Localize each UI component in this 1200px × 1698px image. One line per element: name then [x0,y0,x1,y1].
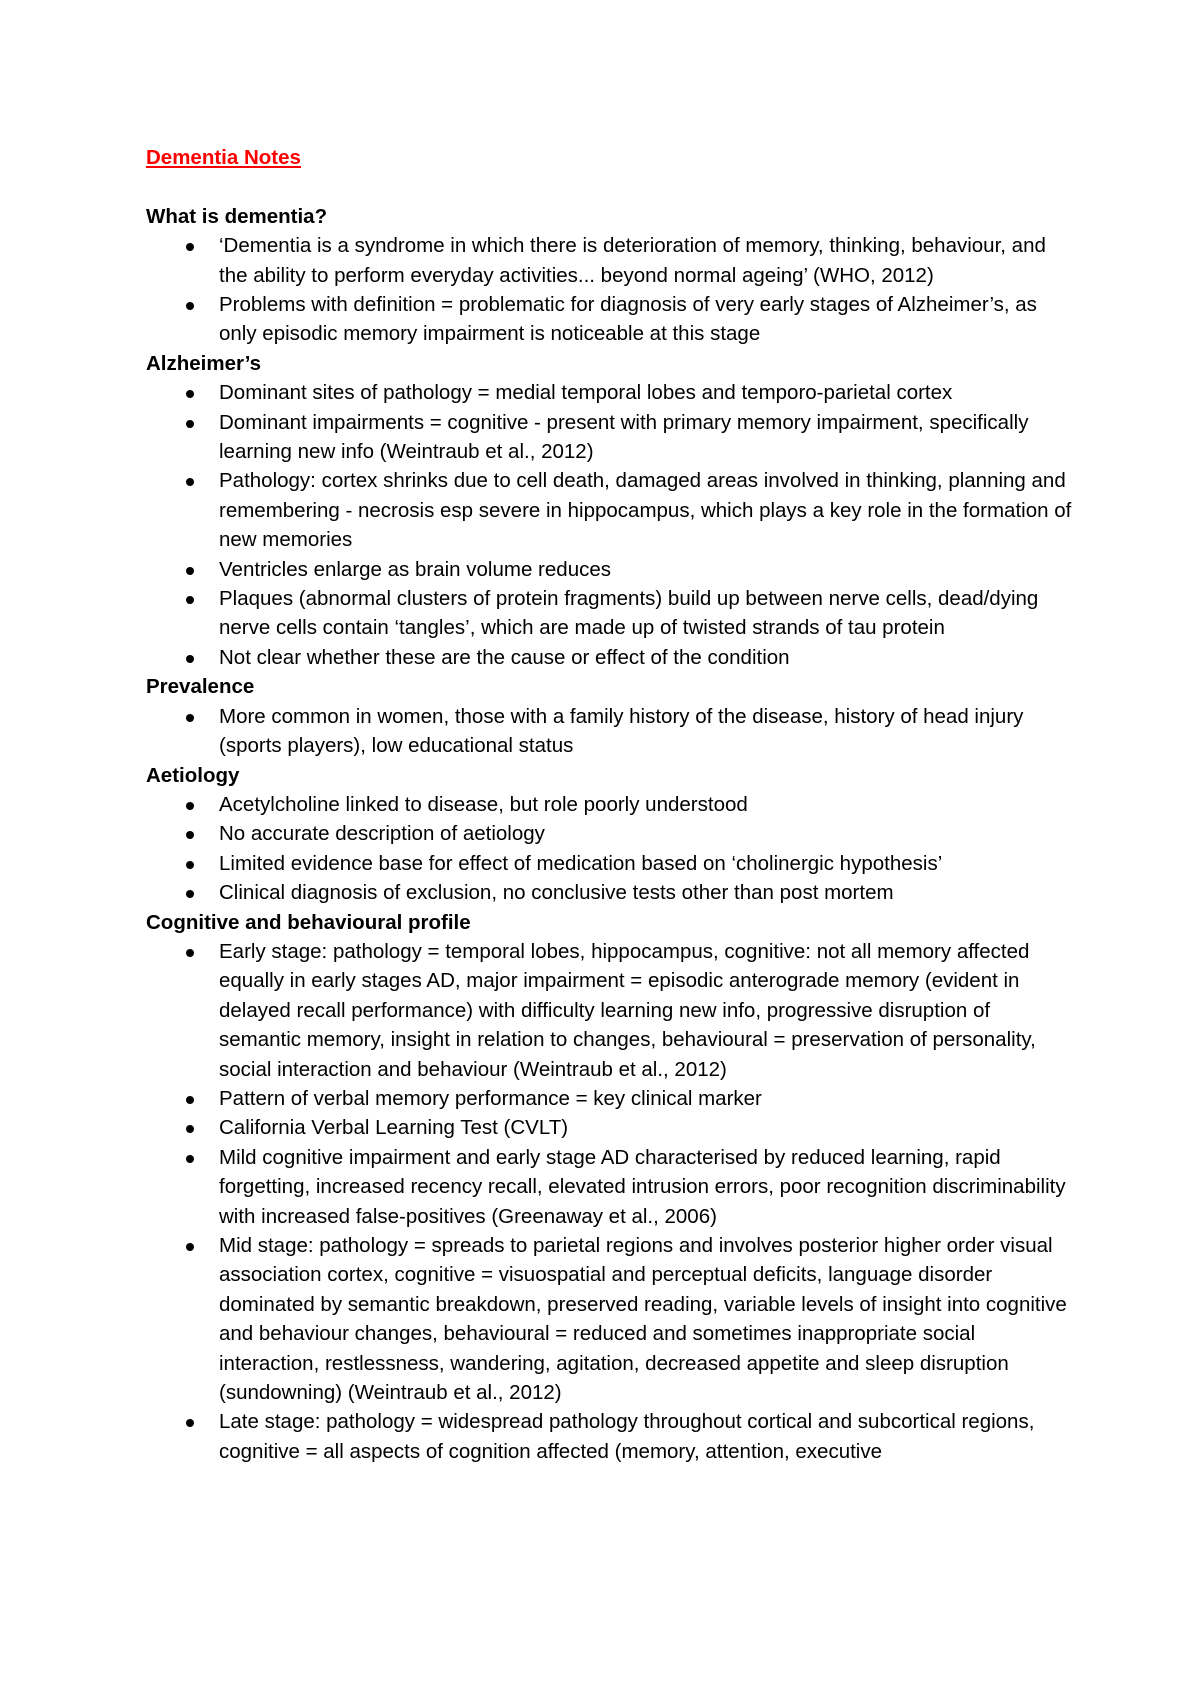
list-item [146,584,1076,643]
section-heading-aetiology: Aetiology [146,763,240,787]
bullet-icon [186,478,194,486]
list-item [146,290,1076,349]
bullet-icon [186,714,194,722]
list-item-text: Pattern of verbal memory performance = key clinical marker [219,1086,762,1110]
list-item-text: Dominant sites of pathology = medial temporal lobes and temporo-parietal cortex [219,381,953,405]
bullet-icon [186,1125,194,1133]
list-item [146,819,1076,848]
list-item-text: Early stage: pathology = temporal lobes, hippocampus, cognitive: not all memory affected equally in early stages AD, major impairment = episodic anterograde memory (evident in delayed recall performance) with difficulty learning new info, progressive disruption of semantic memory, insight in relation to changes, behavioural = preservation of personality, social interaction and behaviour (Weintraub et al., 2012) [219,939,1036,1081]
section-heading-cognitive-and-behavioural-profile: Cognitive and behavioural profile [146,910,471,934]
list-item [146,378,1076,407]
list-item [146,849,1076,878]
document-page [146,143,1076,1466]
section-heading-what-is-dementia: What is dementia? [146,204,328,228]
bullet-icon [186,861,194,869]
list-item [146,555,1076,584]
bullet-icon [186,1419,194,1427]
list-item [146,878,1076,907]
list-item-text: No accurate description of aetiology [219,822,545,846]
bullet-icon [186,596,194,604]
list-item [146,1231,1076,1407]
bullet-icon [186,243,194,251]
list-item [146,643,1076,672]
list-item-text: Mid stage: pathology = spreads to parietal regions and involves posterior higher order visual association cortex, cognitive = visuospatial and perceptual deficits, language disorder dominated by semantic breakdown, preserved reading, variable levels of insight into cognitive and behaviour changes, behavioural = reduced and sometimes inappropriate social interaction, restlessness, wandering, agitation, decreased appetite and sleep disruption (sundowning) (Weintraub et al., 2012) [219,1234,1067,1405]
list-item-text: More common in women, those with a family history of the disease, history of head injury (sports players), low educational status [219,704,1024,758]
bullet-list [146,790,1076,908]
list-item-text: Acetylcholine linked to disease, but role poorly understood [219,792,748,816]
bullet-list [146,702,1076,761]
section-heading-prevalence: Prevalence [146,675,255,699]
list-item-text: Mild cognitive impairment and early stage AD characterised by reduced learning, rapid forgetting, increased recency recall, elevated intrusion errors, poor recognition discriminability with increased false-positives (Greenaway et al., 2006) [219,1145,1066,1228]
bullet-icon [186,655,194,663]
list-item-text: ‘Dementia is a syndrome in which there is deterioration of memory, thinking, behaviour, and the ability to perform everyday activities... beyond normal ageing’ (WHO, 2012) [219,234,1046,287]
document-body [146,202,1076,1466]
list-item [146,408,1076,467]
list-item [146,1113,1076,1142]
list-item [146,790,1076,819]
list-item-text: Ventricles enlarge as brain volume reduces [219,557,611,581]
list-item [146,1143,1076,1231]
list-item [146,702,1076,761]
list-item-text: Problems with definition = problematic for diagnosis of very early stages of Alzheimer’s, as only episodic memory impairment is noticeable at this stage [219,293,1037,346]
list-item [146,1407,1076,1466]
list-item [146,466,1076,554]
bullet-list [146,378,1076,672]
bullet-icon [186,949,194,957]
bullet-icon [186,390,194,398]
list-item-text: Clinical diagnosis of exclusion, no conclusive tests other than post mortem [219,881,894,905]
bullet-list [146,937,1076,1466]
list-item [146,937,1076,1084]
list-item-text: Plaques (abnormal clusters of protein fragments) build up between nerve cells, dead/dying nerve cells contain ‘tangles’, which are made up of twisted strands of tau protein [219,587,1039,640]
bullet-icon [186,420,194,428]
list-item-text: Late stage: pathology = widespread pathology throughout cortical and subcortical regions, cognitive = all aspects of cognition affected (memory, attention, executive [219,1410,1035,1463]
list-item-text: Dominant impairments = cognitive - present with primary memory impairment, specifically learning new info (Weintraub et al., 2012) [219,410,1029,464]
bullet-icon [186,1155,194,1163]
bullet-icon [186,1096,194,1104]
bullet-list [146,231,1076,349]
bullet-icon [186,1243,194,1251]
list-item [146,1084,1076,1113]
list-item-text: Limited evidence base for effect of medication based on ‘cholinergic hypothesis’ [219,851,943,875]
bullet-icon [186,831,194,839]
bullet-icon [186,802,194,810]
bullet-icon [186,302,194,310]
list-item-text: Pathology: cortex shrinks due to cell death, damaged areas involved in thinking, planning and remembering - necrosis esp severe in hippocampus, which plays a key role in the formation of new memories [219,469,1072,552]
list-item [146,231,1076,290]
bullet-icon [186,890,194,898]
list-item-text: Not clear whether these are the cause or effect of the condition [219,645,790,669]
bullet-icon [186,567,194,575]
document-title: Dementia Notes [146,146,301,169]
section-heading-alzheimer-s: Alzheimer’s [146,351,262,375]
list-item-text: California Verbal Learning Test (CVLT) [219,1116,569,1140]
